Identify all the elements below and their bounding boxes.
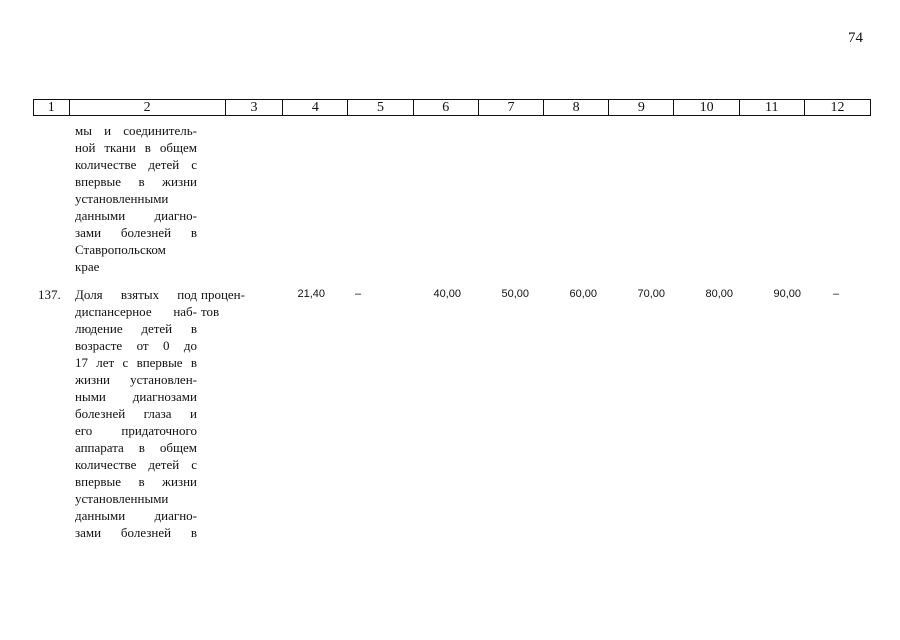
- column-header-1: 1: [34, 100, 70, 115]
- indicator-name-line: зами болезней в: [75, 525, 197, 540]
- indicator-name-line: возрасте от 0 до: [75, 338, 197, 353]
- indicator-name: [75, 122, 197, 275]
- column-header-11: 11: [740, 100, 805, 115]
- unit-line: процен-: [201, 287, 245, 302]
- indicator-name-line: установленными: [75, 191, 169, 206]
- indicator-name-line: ными диагнозами: [75, 389, 197, 404]
- indicator-name-line: впервые в жизни: [75, 174, 197, 189]
- indicator-name-line: данными диагно-: [75, 208, 197, 223]
- indicator-name-line: Ставропольском: [75, 242, 166, 257]
- value-col-9: 70,00: [637, 288, 665, 300]
- value-col-6: 40,00: [433, 288, 461, 300]
- value-col-7: 50,00: [501, 288, 529, 300]
- value-col-4: 21,40: [297, 288, 325, 300]
- column-header-7: 7: [479, 100, 544, 115]
- column-header-5: 5: [348, 100, 413, 115]
- value-col-11: 90,00: [773, 288, 801, 300]
- value-col-8: 60,00: [569, 288, 597, 300]
- unit-of-measure: [201, 286, 261, 320]
- unit-line: тов: [201, 304, 220, 319]
- indicator-name-line: его придаточного: [75, 423, 197, 438]
- column-header-6: 6: [414, 100, 479, 115]
- indicator-name-line: количестве детей с: [75, 157, 197, 172]
- indicator-name-line: количестве детей с: [75, 457, 197, 472]
- indicator-name-line: зами болезней в: [75, 225, 197, 240]
- indicator-name-line: 17 лет с впервые в: [75, 355, 197, 370]
- row-number: 137.: [38, 287, 61, 302]
- indicator-name-line: аппарата в общем: [75, 440, 197, 455]
- page-number: 74: [848, 30, 863, 46]
- column-header-2: 2: [70, 100, 226, 115]
- value-col-10: 80,00: [705, 288, 733, 300]
- value-col-5: –: [355, 288, 362, 300]
- indicator-name-line: мы и соединитель-: [75, 123, 197, 138]
- table-header-row: [33, 99, 871, 116]
- column-header-12: 12: [830, 100, 845, 115]
- column-header-9: 9: [609, 100, 674, 115]
- indicator-name-line: крае: [75, 259, 100, 274]
- column-header-8: 8: [544, 100, 609, 115]
- indicator-name-line: Доля взятых под: [75, 287, 197, 302]
- indicator-name-line: людение детей в: [75, 321, 197, 336]
- indicator-name-line: установленными: [75, 491, 169, 506]
- indicator-name-line: жизни установлен-: [75, 372, 197, 387]
- indicator-name-line: впервые в жизни: [75, 474, 197, 489]
- indicator-name: [75, 286, 197, 541]
- indicator-name-line: болезней глаза и: [75, 406, 197, 421]
- column-header-3: 3: [226, 100, 284, 115]
- indicator-name-line: ной ткани в общем: [75, 140, 197, 155]
- indicator-name-line: данными диагно-: [75, 508, 197, 523]
- value-col-12: –: [833, 288, 840, 300]
- column-header-10: 10: [674, 100, 739, 115]
- indicator-name-line: диспансерное наб-: [75, 304, 197, 319]
- column-header-4: 4: [283, 100, 348, 115]
